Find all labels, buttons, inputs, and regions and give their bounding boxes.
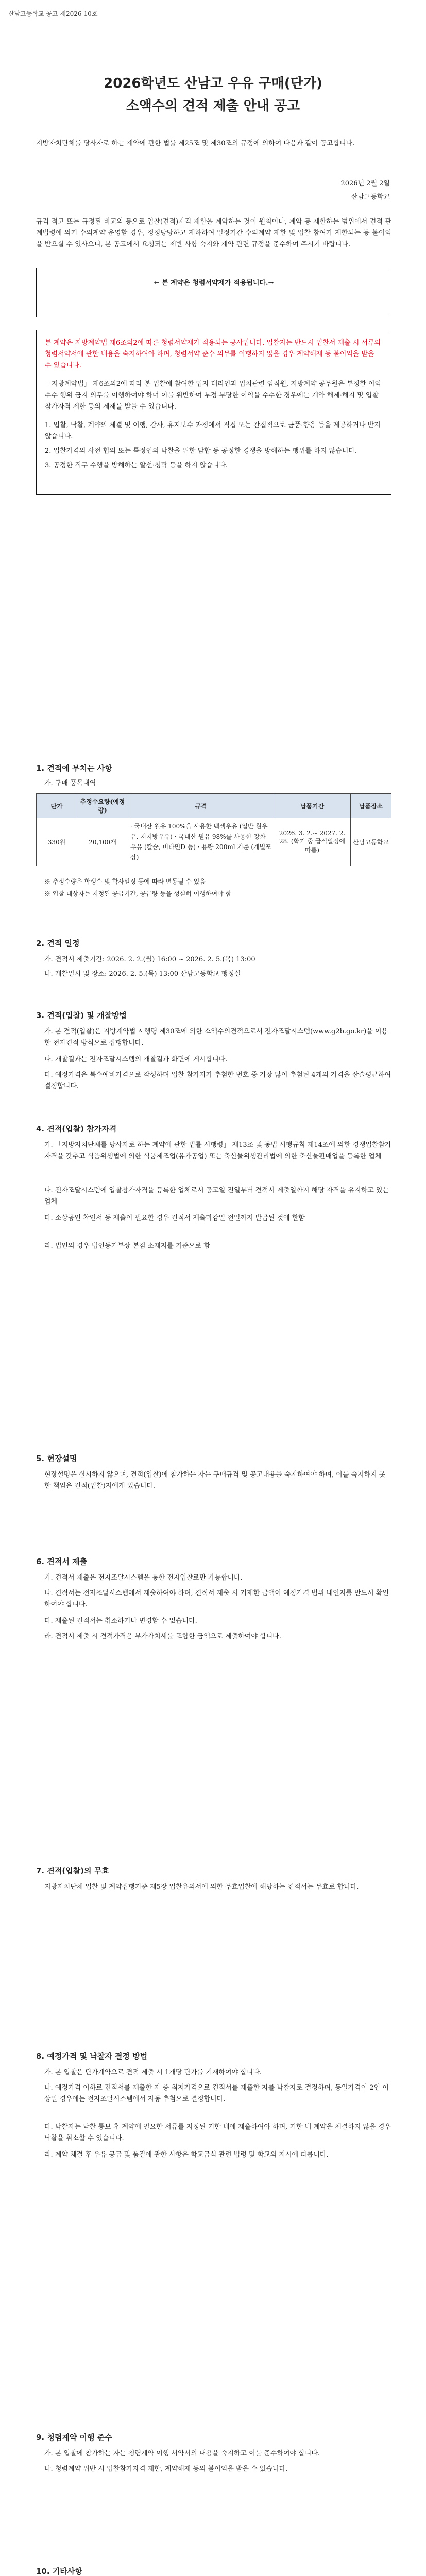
method-item-3: 다. 예정가격은 복수예비가격으로 작성하며 입찰 참가자가 추첨한 번호 중 가장 많이 추첨된 4개의 가격을 산술평균하여 결정합니다.	[44, 1071, 391, 1090]
integrity-rule-1: 가. 본 입찰에 참가하는 자는 청렴계약 이행 서약서의 내용을 숙지하고 이를 준수하여야 합니다.	[44, 2450, 320, 2458]
table-note-1: ※ 추정수량은 학생수 및 학사일정 등에 따라 변동될 수 있음	[44, 878, 206, 885]
table-header-row	[37, 794, 391, 818]
integrity-item-1: 1. 입찰, 낙찰, 계약의 체결 및 이행, 감사, 유지보수 과정에서 직접 또는 간접적으로 금품·향응 등을 제공하거나 받지 않습니다.	[45, 421, 381, 440]
eligibility-item-1: 가. 「지방자치단체를 당사자로 하는 계약에 관한 법률 시행령」 제13조 및 동법 시행규칙 제14조에 의한 경쟁입찰참가자격을 갖추고 식품위생법에 의한 식품제조업(유가공업) 또는 축산물위생관리법에 의한 축산물판매업을 등록한 업체	[44, 1141, 391, 1160]
integrity-notice-box	[36, 330, 391, 495]
pricing-item-1: 가. 본 입찰은 단가계약으로 견적 제출 시 1개당 단가를 기재하여야 합니다.	[44, 2069, 262, 2076]
eligibility-item-2: 나. 전자조달시스템에 입찰참가자격을 등록한 업체로서 공고일 전일부터 견적서 제출일까지 해당 자격을 유지하고 있는 업체	[44, 1187, 389, 1206]
section-10-heading: 10. 기타사항	[36, 2567, 82, 2576]
th-spec: 규격	[128, 794, 274, 818]
invalid-bid-text: 지방자치단체 입찰 및 계약집행기준 제5장 입찰유의서에 의한 무효입찰에 해당하는 견적서는 무효로 합니다.	[44, 1883, 359, 1891]
submission-item-4: 라. 견적서 제출 시 견적가격은 부가가치세를 포함한 금액으로 제출하여야 합니다.	[44, 1633, 281, 1640]
title-line-2: 소액수의 견적 제출 안내 공고	[126, 98, 300, 114]
announcement-date: 2026년 2월 2일	[340, 180, 390, 188]
school-name: 산남고등학교	[351, 193, 390, 201]
submission-item-3: 다. 제출된 견적서는 취소하거나 변경할 수 없습니다.	[44, 1617, 197, 1625]
th-place: 납품장소	[351, 794, 391, 818]
integrity-item-2: 2. 입찰가격의 사전 협의 또는 특정인의 낙찰을 위한 담합 등 공정한 경쟁을 방해하는 행위를 하지 않습니다.	[45, 447, 357, 455]
caution-paragraph: 규격 적고 또는 규정된 비교의 등으로 입찰(견적)자격 제한을 계약하는 것이 원칙이나, 계약 등 제한하는 범위에서 견적 관계법령에 의거 수의계약 운영할 경우, 정정당당하고 제하하여 일정기간 수의계약 제한 및 입찰 참여가 제한되는 등 불이익을 받으실 수 있사오니, 본 공고에서 요청되는 제반 사항 숙지와 계약 관련 규정을 준수하여 주시기 바랍니다.	[36, 218, 391, 248]
th-period: 납품기간	[274, 794, 351, 818]
announcement-number: 산남고등학교 공고 제2026-10호	[8, 10, 98, 18]
integrity-banner	[36, 268, 391, 317]
section-6-heading: 6. 견적서 제출	[36, 1557, 88, 1566]
intro-paragraph: 지방자치단체를 당사자로 하는 계약에 관한 법률 제25조 및 제30조의 규정에 의하여 다음과 같이 공고합니다.	[36, 140, 355, 147]
section-1-heading: 1. 견적에 부치는 사항	[36, 764, 112, 773]
purchase-items-table	[36, 793, 391, 866]
submission-item-1: 가. 견적서 제출은 전자조달시스템을 통한 전자입찰로만 가능합니다.	[44, 1574, 243, 1582]
section-1a-heading: 가. 구매 품목내역	[44, 779, 96, 787]
integrity-red-text: 본 계약은 지방계약법 제6조의2에 따른 청렴서약제가 적용되는 공사입니다. 입찰자는 반드시 입찰서 제출 시 서류의 청렴서약서에 관한 내용을 숙지하여야 하며, 청렴서약 준수 의무를 이행하지 않을 경우 계약해제 등 불이익을 받을 수 있습니다.	[45, 339, 381, 369]
th-qty: 추정수요량(예정량)	[77, 794, 128, 818]
section-7-heading: 7. 견적(입찰)의 무효	[36, 1866, 109, 1875]
pricing-item-2: 나. 예정가격 이하로 견적서를 제출한 자 중 최저가격으로 견적서를 제출한 자를 낙찰자로 결정하며, 동일가격이 2인 이상일 경우에는 전자조달시스템에서 자동 추첨으로 결정합니다.	[44, 2084, 389, 2103]
cell-place: 산남고등학교	[351, 818, 391, 866]
page-title	[0, 72, 426, 117]
integrity-banner-heading: ← 본 계약은 청렴서약제가 적용됩니다.→	[154, 279, 274, 287]
cell-unit-price: 330원	[37, 818, 77, 866]
cell-period: 2026. 3. 2.~ 2027. 2. 28. (학기 중 급식일정에 따름)	[274, 818, 351, 866]
section-8-heading: 8. 예정가격 및 낙찰자 결정 방법	[36, 2052, 148, 2061]
cell-quantity: 20,100개	[77, 818, 128, 866]
th-unit: 단가	[37, 794, 77, 818]
eligibility-item-3: 다. 소상공인 확인서 등 제출이 필요한 경우 견적서 제출마감일 전일까지 발급된 것에 한함	[44, 1214, 305, 1222]
integrity-rule-2: 나. 청렴계약 위반 시 입찰참가자격 제한, 계약해제 등의 불이익을 받을 수 있습니다.	[44, 2465, 288, 2473]
pricing-item-4: 라. 계약 체결 후 우유 공급 및 품질에 관한 사항은 학교급식 관련 법령 및 학교의 지시에 따릅니다.	[44, 2151, 329, 2159]
title-line-1: 2026학년도 산남고 우유 구매(단가)	[104, 76, 322, 91]
integrity-body-text: 「지방계약법」 제6조의2에 따라 본 입찰에 참여한 업자 대리인과 입치관련 임직원, 지방계약 공무원은 부정한 이익 수수 행위 금지 의무를 이행하여야 하며 이를 위반하여 부정·부당한 이익을 수수한 경우에는 계약 해제·해지 및 입찰참가자격 제한 등의 제재를 받을 수 있습니다.	[45, 380, 381, 411]
submission-item-2: 나. 견적서는 전자조달시스템에서 제출하여야 하며, 견적서 제출 시 기재한 금액이 예정가격 범위 내인지를 반드시 확인하여야 합니다.	[44, 1589, 389, 1608]
section-3-heading: 3. 견적(입찰) 및 개찰방법	[36, 1011, 127, 1020]
table-row	[37, 818, 391, 866]
eligibility-item-4: 라. 법인의 경우 법인등기부상 본점 소재지를 기준으로 함	[44, 1242, 210, 1250]
pricing-item-3: 다. 낙찰자는 낙찰 통보 후 계약에 필요한 서류를 지정된 기한 내에 제출하여야 하며, 기한 내 계약을 체결하지 않을 경우 낙찰을 취소할 수 있습니다.	[44, 2123, 391, 2142]
section-9-heading: 9. 청렴계약 이행 준수	[36, 2433, 112, 2442]
section-5-heading: 5. 현장설명	[36, 1454, 77, 1463]
table-note-2: ※ 입찰 대상자는 지정된 공급기간, 공급량 등을 성실히 이행하여야 함	[44, 890, 232, 897]
schedule-item-1: 가. 견적서 제출기간: 2026. 2. 2.(월) 16:00 ~ 2026. 2. 5.(목) 13:00	[44, 956, 255, 963]
cell-spec: · 국내산 원유 100%을 사용한 백색우유 (일반 흰우유, 저지방우유) · 국내산 원유 98%를 사용한 강화우유 (칼슘, 비타민D 등) · 용량 200ml 기준 (개별포장)	[128, 818, 274, 866]
site-briefing-text: 현장설명은 실시하지 않으며, 견적(입찰)에 참가하는 자는 구매규격 및 공고내용을 숙지하여야 하며, 이를 숙지하지 못한 책임은 견적(입찰)자에게 있습니다.	[44, 1471, 386, 1490]
method-item-1: 가. 본 견적(입찰)은 지방계약법 시행령 제30조에 의한 소액수의견적으로서 전자조달시스템(www.g2b.go.kr)을 이용한 전자견적 방식으로 집행합니다.	[44, 1028, 388, 1047]
section-4-heading: 4. 견적(입찰) 참가자격	[36, 1124, 117, 1133]
section-2-heading: 2. 견적 일정	[36, 939, 80, 948]
schedule-item-2: 나. 개찰일시 및 장소: 2026. 2. 5.(목) 13:00 산남고등학교 행정실	[44, 970, 241, 978]
integrity-item-3: 3. 공정한 직무 수행을 방해하는 알선·청탁 등을 하지 않습니다.	[45, 462, 228, 469]
method-item-2: 나. 개찰결과는 전자조달시스템의 개찰결과 화면에 게시합니다.	[44, 1056, 228, 1063]
